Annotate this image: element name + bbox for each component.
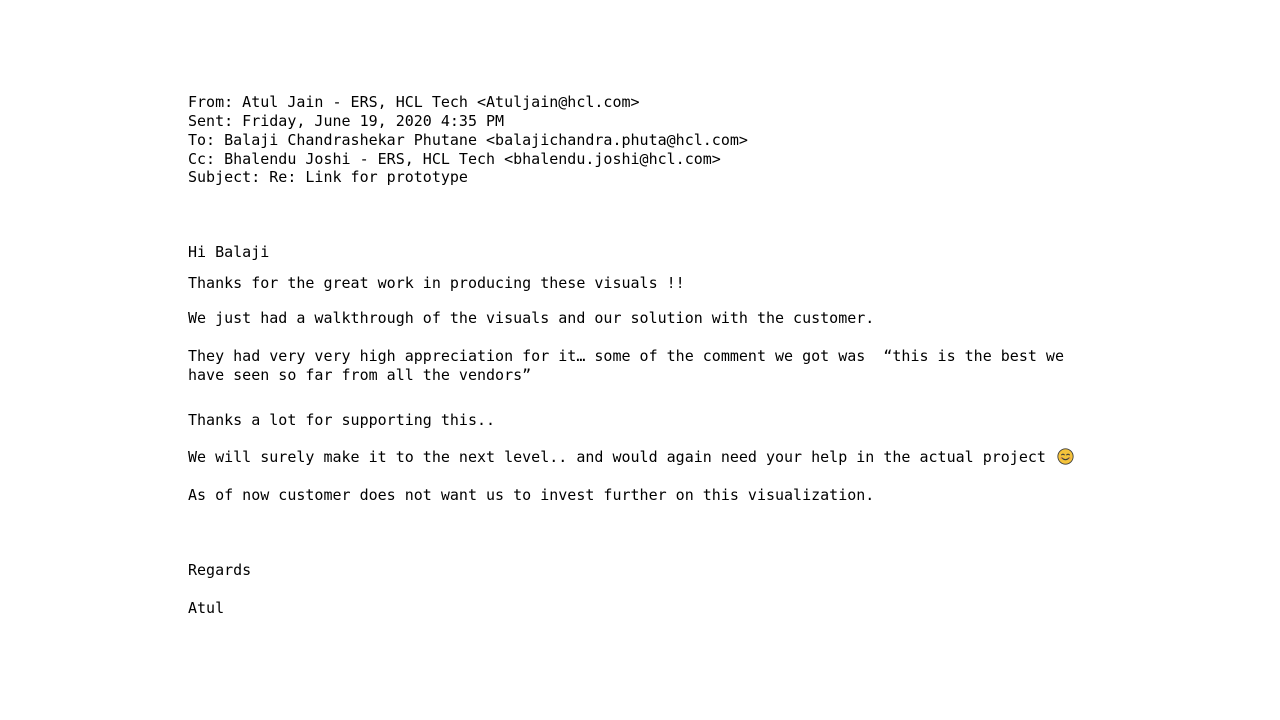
from-line: From: Atul Jain - ERS, HCL Tech <Atuljain@hcl.com>	[188, 93, 640, 111]
paragraph-thanks: Thanks for the great work in producing these visuals !!	[188, 274, 685, 292]
greeting: Hi Balaji	[188, 243, 270, 261]
signature: Atul	[188, 599, 225, 617]
paragraph-next-level-text: We will surely make it to the next level.. and would again need your help in the actual project	[188, 448, 1055, 466]
to-line: To: Balaji Chandrashekar Phutane <balajichandra.phuta@hcl.com>	[188, 131, 748, 149]
cc-line: Cc: Bhalendu Joshi - ERS, HCL Tech <bhalendu.joshi@hcl.com>	[188, 150, 721, 168]
smiling-face-icon	[1057, 448, 1074, 465]
paragraph-walkthrough: We just had a walkthrough of the visuals and our solution with the customer.	[188, 309, 875, 327]
sent-line: Sent: Friday, June 19, 2020 4:35 PM	[188, 112, 505, 130]
paragraph-support: Thanks a lot for supporting this..	[188, 411, 496, 429]
paragraph-next-level	[188, 448, 1074, 467]
subject-line: Subject: Re: Link for prototype	[188, 168, 468, 186]
closing: Regards	[188, 561, 252, 579]
paragraph-appreciation: They had very very high appreciation for it… some of the comment we got was “this is the best we have seen so far from all the vendors”	[188, 347, 1074, 384]
paragraph-no-further-investment: As of now customer does not want us to invest further on this visualization.	[188, 486, 875, 504]
